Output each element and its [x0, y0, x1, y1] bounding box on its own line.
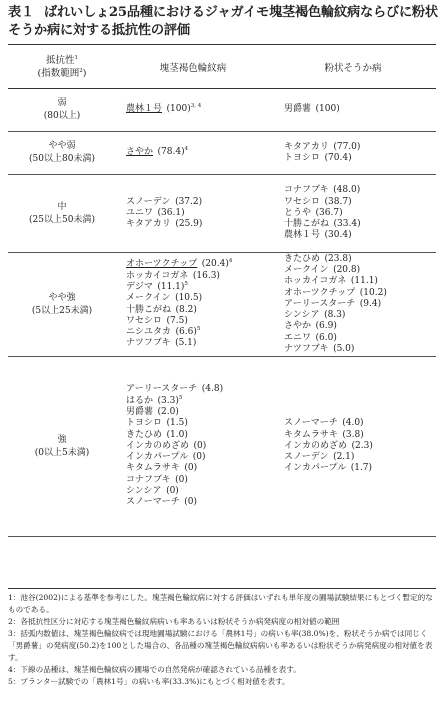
relative-value: (1.0)	[162, 429, 188, 440]
list-item	[284, 185, 436, 196]
cultivar-name: 男爵薯	[284, 104, 312, 115]
cultivar-name: ホッカイコガネ	[284, 276, 347, 287]
cultivar-name: 十勝こがね	[284, 219, 330, 230]
relative-value: (2.0)	[153, 406, 179, 417]
cultivar-name: コナフブキ	[284, 185, 329, 196]
relative-value: (10.5)	[170, 293, 203, 304]
list-item	[284, 299, 436, 310]
list-item	[284, 104, 436, 115]
footnote-ref: 5	[184, 280, 188, 287]
category-label: 弱	[57, 98, 67, 108]
relative-value: (20.8)	[328, 264, 361, 275]
cultivar-name: キタアカリ	[284, 141, 329, 152]
relative-value: (0)	[188, 452, 206, 463]
cultivar-name: スノーマーチ	[284, 418, 338, 429]
table-body	[8, 89, 436, 537]
list-item	[284, 344, 436, 355]
header-resistance: 抵抗性$^1$ (指数範囲$^2$)	[8, 45, 116, 89]
relative-value: (11.1)	[152, 281, 185, 292]
list-item	[126, 305, 270, 316]
cultivar-name: メークイン	[126, 293, 171, 304]
category-range: (0以上5未満)	[34, 447, 90, 458]
cultivar-name: 十勝こがね	[126, 304, 172, 315]
cultivar-name: スノーデン	[126, 196, 171, 207]
cultivar-name: スノーデン	[284, 452, 329, 463]
cultivar-name: 男爵薯	[126, 406, 154, 417]
brown-ring-rot-list	[116, 253, 270, 357]
list-item	[126, 293, 270, 304]
cultivar-name: コナフブキ	[126, 474, 171, 485]
cultivar-name: はるか	[126, 395, 154, 406]
list-item	[126, 208, 270, 219]
footnote: 4：下線の品種は、塊茎褐色輪紋病の圃場での自然発病が確認されている品種を表す。	[8, 665, 301, 674]
resistance-category	[8, 89, 116, 132]
list-item	[284, 441, 436, 452]
relative-value: (2.3)	[347, 440, 373, 451]
list-item	[284, 265, 436, 276]
category-range: (80以上)	[43, 111, 81, 121]
category-label: 強	[57, 434, 67, 445]
cultivar-name: 農林１号	[284, 230, 321, 241]
list-item	[126, 497, 270, 508]
list-item	[284, 418, 436, 429]
relative-value: (6.6)	[171, 327, 197, 338]
relative-value: (48.0)	[328, 185, 361, 196]
list-item	[284, 288, 436, 299]
cultivar-name: インカパープル	[284, 463, 347, 474]
cultivar-name: オホーツクチップ	[126, 259, 198, 270]
list-item	[284, 208, 436, 219]
relative-value: (3.8)	[337, 429, 364, 440]
cultivar-name: ユニワ	[126, 207, 154, 218]
relative-value: (16.3)	[188, 270, 220, 281]
list-item	[126, 430, 270, 441]
footnote: 1：池谷(2002)による基準を参考にした。塊茎褐色輪紋病に対する評価はいずれも単年度の圃場試験結果にもとづく暫定的なものである。	[8, 593, 433, 614]
powdery-scab-list	[270, 89, 436, 132]
relative-value: (0)	[170, 474, 188, 485]
relative-value: (8.2)	[171, 304, 197, 315]
resistance-category	[8, 132, 116, 175]
relative-value: (5.1)	[170, 338, 197, 349]
cultivar-name: ナツフブキ	[284, 344, 329, 355]
relative-value: (33.4)	[329, 219, 361, 230]
powdery-scab-list	[270, 175, 436, 253]
list-item	[126, 452, 270, 463]
cultivar-name: きたひめ	[284, 253, 321, 264]
cultivar-name: きたひめ	[126, 429, 163, 440]
powdery-scab-list	[270, 132, 436, 175]
relative-value: (0)	[179, 497, 197, 508]
relative-value: (78.4)	[153, 147, 185, 158]
powdery-scab-list	[270, 357, 436, 537]
footnote: 3：括弧内数値は、塊茎褐色輪紋病では現地圃場試験における「農林1号」の病いも率(38.0%)を、粉状そうか病では同じく「男爵薯」の発病度(50.2)を100とした場合の、各品種の塊茎褐色輪紋病病いも率あるいは粉状そうか病発病度の相対値を表す。	[8, 629, 433, 662]
cultivar-name: キタムラサキ	[126, 463, 180, 474]
list-item	[126, 327, 270, 338]
cultivar-name: トヨシロ	[284, 153, 321, 163]
list-item	[284, 452, 436, 463]
cultivar-name: メークイン	[284, 264, 329, 275]
cultivar-name: エニワ	[284, 332, 312, 343]
list-item	[284, 142, 436, 153]
relative-value: (4.8)	[197, 384, 224, 395]
cultivar-name: ニシユタカ	[126, 327, 172, 338]
footnote-ref: 5	[196, 326, 201, 333]
list-item	[284, 430, 436, 441]
category-range: (25以上50未満)	[29, 214, 95, 225]
cultivar-name: シンシア	[126, 486, 162, 497]
list-item	[284, 153, 436, 164]
relative-value: (36.1)	[153, 207, 185, 218]
list-item	[284, 230, 436, 241]
list-item	[284, 463, 436, 474]
relative-value: (1.5)	[162, 418, 188, 429]
table-header-row	[8, 45, 436, 89]
relative-value: (30.4)	[320, 230, 352, 241]
list-item	[284, 333, 436, 344]
relative-value: (8.3)	[319, 310, 346, 321]
list-item	[126, 475, 270, 486]
relative-value: (25.9)	[170, 219, 203, 230]
category-label: やや強	[48, 292, 76, 303]
relative-value: (11.1)	[346, 276, 378, 287]
footnote-ref: 3, 4	[190, 103, 202, 110]
list-item	[126, 259, 270, 270]
resistance-category	[8, 253, 116, 357]
list-item	[126, 384, 270, 395]
list-item	[126, 197, 270, 208]
relative-value: (0)	[161, 486, 179, 497]
cultivar-name: ナツフブキ	[126, 338, 171, 349]
list-item	[126, 486, 270, 497]
cultivar-name: ワセシロ	[126, 315, 163, 326]
relative-value: (37.2)	[170, 196, 203, 207]
header-brown-ring-rot: 塊茎褐色輪紋病	[116, 45, 270, 89]
cultivar-name: キタアカリ	[126, 219, 171, 230]
relative-value: (77.0)	[328, 141, 361, 152]
table-row	[8, 89, 436, 132]
header-powdery-scab: 粉状そうか病	[270, 45, 436, 89]
resistance-table	[8, 44, 436, 537]
cultivar-name: オホーツクチップ	[284, 287, 356, 298]
cultivar-name: 農林１号	[126, 104, 163, 115]
cultivar-name: とうや	[284, 207, 312, 218]
brown-ring-rot-list	[116, 357, 270, 537]
cultivar-name: さやか	[126, 147, 154, 158]
cultivar-name: スノーマーチ	[126, 497, 180, 508]
relative-value: (7.5)	[162, 315, 188, 326]
table-number: 表１	[8, 5, 34, 20]
relative-value: (20.4)	[197, 259, 229, 270]
relative-value: (38.7)	[320, 196, 352, 207]
cultivar-name: アーリースターチ	[126, 384, 198, 395]
list-item	[126, 271, 270, 282]
list-item	[126, 441, 270, 452]
footnotes	[8, 588, 436, 688]
footnote-ref: 4	[184, 146, 189, 153]
relative-value: (1.7)	[346, 463, 373, 474]
list-item	[126, 338, 270, 349]
footnote: 5：プランター試験での「農林1号」の病いも率(33.3%)にもとづく相対値を表す。	[8, 677, 290, 686]
brown-ring-rot-list	[116, 175, 270, 253]
table-title-text: ばれいしょ25品種におけるジャガイモ塊茎褐色輪紋病ならびに粉状そうか病に対する抵抗性の評価	[8, 5, 438, 38]
cultivar-name: インカのめざめ	[284, 440, 348, 451]
table-row	[8, 175, 436, 253]
cultivar-name: さやか	[284, 321, 312, 332]
relative-value: (2.1)	[328, 452, 355, 463]
table-row	[8, 132, 436, 175]
list-item	[126, 396, 270, 407]
footnote-ref: 4	[228, 258, 233, 265]
list-item	[284, 197, 436, 208]
cultivar-name: ホッカイコガネ	[126, 270, 189, 281]
cultivar-name: インカのめざめ	[126, 440, 190, 451]
relative-value: (9.4)	[355, 298, 382, 309]
table-title	[8, 4, 440, 40]
brown-ring-rot-list	[116, 89, 270, 132]
cultivar-name: アーリースターチ	[284, 298, 356, 309]
list-item	[126, 463, 270, 474]
relative-value: (23.8)	[320, 253, 352, 264]
table-row	[8, 357, 436, 537]
relative-value: (3.3)	[153, 395, 179, 406]
brown-ring-rot-list	[116, 132, 270, 175]
list-item	[284, 254, 436, 265]
relative-value: (36.7)	[311, 207, 343, 218]
cultivar-name: インカパープル	[126, 452, 189, 463]
powdery-scab-list	[270, 253, 436, 357]
cultivar-name: デジマ	[126, 281, 153, 292]
list-item	[126, 104, 270, 115]
list-item	[284, 321, 436, 332]
relative-value: (0)	[179, 463, 198, 474]
cultivar-name: キタムラサキ	[284, 429, 338, 440]
relative-value: (0)	[189, 440, 207, 451]
relative-value: (5.0)	[328, 344, 355, 355]
list-item	[126, 219, 270, 230]
category-range: (5以上25未満)	[31, 305, 93, 316]
category-label: やや弱	[48, 141, 76, 151]
relative-value: (10.2)	[355, 287, 387, 298]
relative-value: (100)	[162, 104, 191, 115]
cultivar-name: トヨシロ	[126, 418, 163, 429]
relative-value: (70.4)	[320, 153, 352, 163]
cultivar-name: ワセシロ	[284, 196, 321, 207]
cultivar-name: シンシア	[284, 310, 320, 321]
list-item	[126, 147, 270, 158]
resistance-category	[8, 175, 116, 253]
table-row	[8, 253, 436, 357]
list-item	[126, 407, 270, 418]
relative-value: (100)	[311, 104, 340, 115]
footnote-ref: 5	[178, 394, 183, 401]
list-item	[284, 219, 436, 230]
relative-value: (6.0)	[311, 332, 337, 343]
resistance-category	[8, 357, 116, 537]
list-item	[284, 276, 436, 287]
list-item	[126, 418, 270, 429]
relative-value: (4.0)	[337, 418, 364, 429]
list-item	[284, 310, 436, 321]
footnote: 2：各抵抗性区分に対応する塊茎褐色輪紋病病いも率あるいは粉状そうか病発病度の相対値の範囲	[8, 617, 340, 626]
category-range: (50以上80未満)	[29, 154, 95, 164]
relative-value: (6.9)	[311, 321, 337, 332]
category-label: 中	[57, 201, 67, 212]
list-item	[126, 282, 270, 293]
